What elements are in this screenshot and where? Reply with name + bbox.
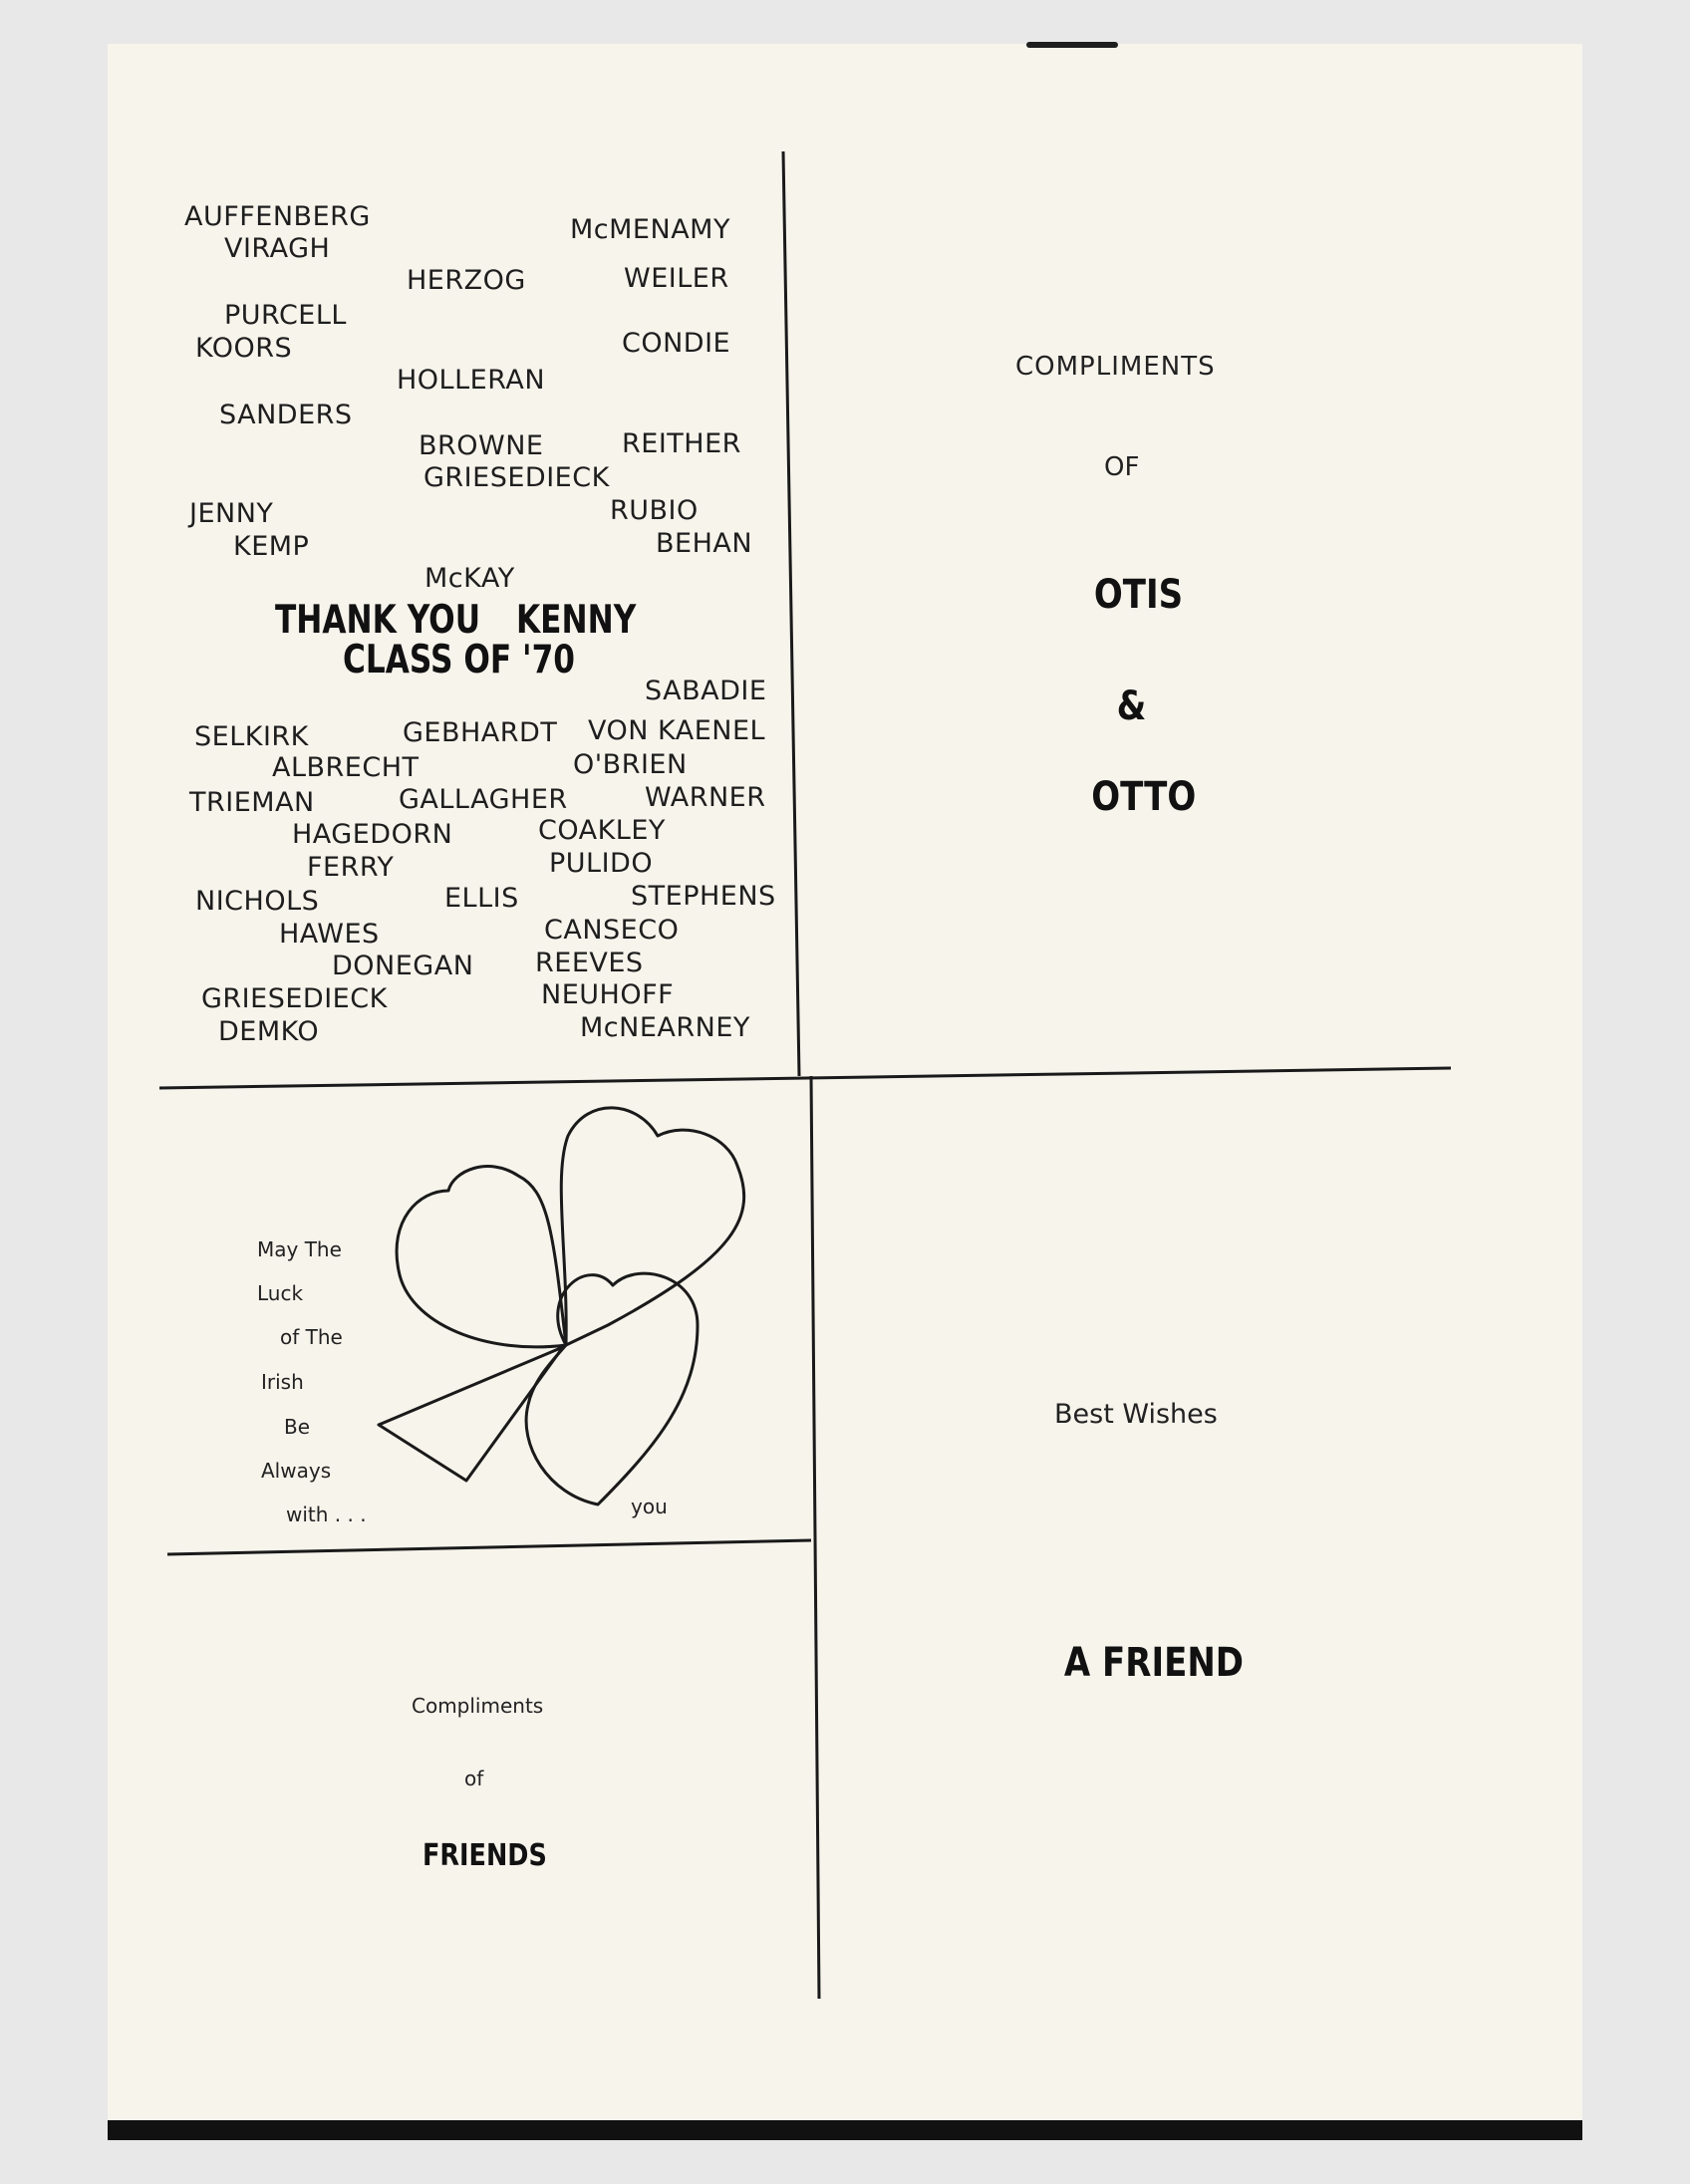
name-jenny: JENNY <box>189 498 274 529</box>
name-hawes: HAWES <box>279 919 380 950</box>
horizontal-divider-lower-left <box>167 1540 811 1554</box>
irish-line-6: Always <box>261 1459 332 1483</box>
name-rubio: RUBIO <box>610 495 699 526</box>
name-nichols: NICHOLS <box>195 886 320 917</box>
name-pulido: PULIDO <box>549 848 654 879</box>
name-gallagher: GALLAGHER <box>399 784 568 815</box>
name-selkirk: SELKIRK <box>194 721 309 752</box>
name-canseco: CANSECO <box>544 915 680 946</box>
name-stephens: STEPHENS <box>631 881 776 912</box>
irish-line-2: Luck <box>257 1281 304 1305</box>
name-von-kaenel: VON KAENEL <box>588 715 766 746</box>
name-gebhardt: GEBHARDT <box>403 717 558 748</box>
irish-line-1: May The <box>257 1237 342 1261</box>
name-demko: DEMKO <box>218 1016 320 1047</box>
otis-name: OTIS <box>1093 572 1184 618</box>
name-weiler: WEILER <box>624 263 729 294</box>
ampersand-text: & <box>1116 683 1147 729</box>
name-griesedieck-2: GRIESEDIECK <box>201 983 388 1014</box>
irish-line-3: of The <box>280 1325 343 1349</box>
friends-compliments-text: Compliments <box>412 1694 544 1718</box>
name-auffenberg: AUFFENBERG <box>184 201 371 232</box>
class-of-70-text: CLASS OF '70 <box>343 638 575 682</box>
irish-line-5: Be <box>284 1415 311 1439</box>
horizontal-divider-middle <box>159 1068 1451 1088</box>
name-ferry: FERRY <box>307 852 395 883</box>
name-purcell: PURCELL <box>224 300 347 331</box>
name-donegan: DONEGAN <box>332 951 474 981</box>
otis-compliments-text: COMPLIMENTS <box>1015 352 1216 382</box>
otis-of-text: OF <box>1104 452 1140 482</box>
irish-line-4: Irish <box>261 1370 304 1394</box>
name-reeves: REEVES <box>535 948 644 978</box>
name-ellis: ELLIS <box>444 883 519 914</box>
name-obrien: O'BRIEN <box>573 749 688 780</box>
shamrock-icon <box>379 1108 744 1504</box>
kenny-text: KENNY <box>516 598 637 643</box>
vertical-divider-upper <box>783 151 799 1076</box>
name-viragh: VIRAGH <box>224 233 331 264</box>
name-kemp: KEMP <box>233 531 310 562</box>
name-neuhoff: NEUHOFF <box>541 979 675 1010</box>
friends-of-text: of <box>464 1767 484 1790</box>
name-koors: KOORS <box>195 333 293 364</box>
friends-name: FRIENDS <box>422 1838 547 1873</box>
name-albrecht: ALBRECHT <box>272 752 420 783</box>
name-mcmenamy: McMENAMY <box>570 214 730 245</box>
name-coakley: COAKLEY <box>538 815 666 846</box>
name-warner: WARNER <box>645 782 766 813</box>
name-reither: REITHER <box>622 428 741 459</box>
name-browne: BROWNE <box>419 430 544 461</box>
name-sabadie: SABADIE <box>645 676 767 706</box>
name-griesedieck: GRIESEDIECK <box>423 462 610 493</box>
name-trieman: TRIEMAN <box>189 787 315 818</box>
a-friend-name: A FRIEND <box>1063 1640 1245 1686</box>
name-condie: CONDIE <box>622 328 731 359</box>
name-mckay: McKAY <box>424 563 515 594</box>
name-sanders: SANDERS <box>219 400 353 430</box>
name-mcnearney: McNEARNEY <box>580 1012 750 1043</box>
name-hagedorn: HAGEDORN <box>292 819 453 850</box>
best-wishes-text: Best Wishes <box>1054 1399 1218 1430</box>
otto-name: OTTO <box>1091 774 1197 820</box>
irish-line-7: with . . . <box>286 1502 367 1526</box>
name-behan: BEHAN <box>656 528 753 559</box>
thank-you-text: THANK YOU <box>275 598 481 643</box>
name-holleran: HOLLERAN <box>397 365 546 396</box>
name-herzog: HERZOG <box>407 265 526 296</box>
vertical-divider-lower <box>811 1076 819 1999</box>
irish-you-text: you <box>631 1495 668 1518</box>
